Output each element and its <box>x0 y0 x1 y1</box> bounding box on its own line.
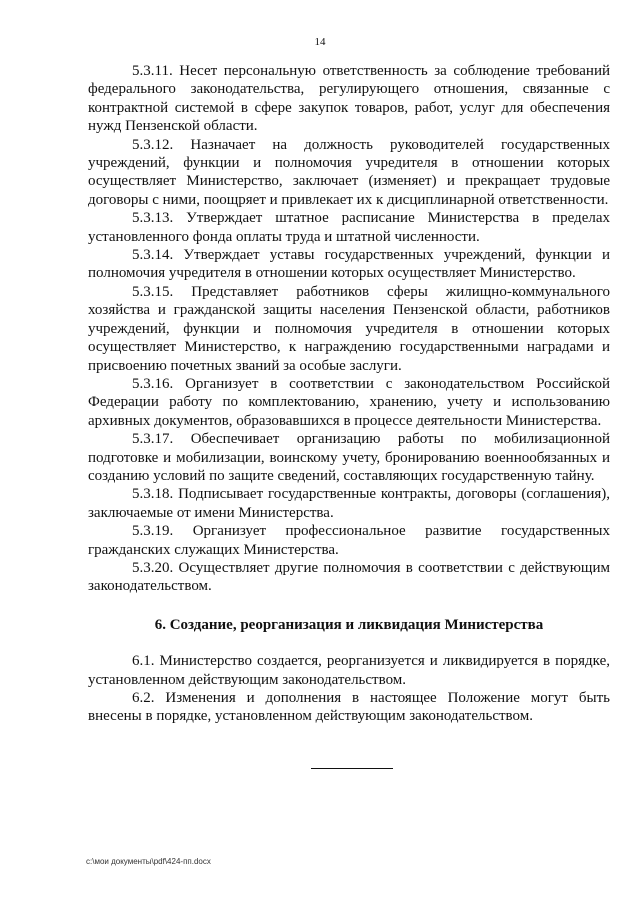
paragraph-5-3-18: 5.3.18. Подписывает государственные контракты, договоры (соглашения), заключаемые от имени Министерства. <box>88 486 610 521</box>
end-separator-line <box>311 768 393 769</box>
footer-file-path: c:\мои документы\pdf\424-пп.docx <box>86 857 211 866</box>
paragraph-5-3-16: 5.3.16. Организует в соответствии с законодательством Российской Федерации работу по комплектованию, хранению, учету и использованию архивных документов, образовавшихся в процессе деятельности Министерства. <box>88 375 610 429</box>
section-6-title: 6. Создание, реорганизация и ликвидация Министерства <box>154 616 544 633</box>
paragraph-5-3-14: 5.3.14. Утверждает уставы государственных учреждений, функции и полномочия учредителя в отношении которых осуществляет Министерство. <box>88 247 610 282</box>
paragraph-5-3-19: 5.3.19. Организует профессиональное развитие государственных гражданских служащих Министерства. <box>88 523 610 558</box>
paragraph-5-3-15: 5.3.15. Представляет работников сферы жилищно-коммунального хозяйства и гражданской защиты населения Пензенской области, работников учреждений, функции и полномочия учредителя в отношении которых осуществляет Министерство, к награждению государственными наградами и присвоению почетных званий за особые заслуги. <box>88 283 610 374</box>
document-body <box>88 62 610 726</box>
paragraph-6-2: 6.2. Изменения и дополнения в настоящее Положение могут быть внесены в порядке, установленном действующим законодательством. <box>88 690 610 725</box>
paragraph-5-3-12: 5.3.12. Назначает на должность руководителей государственных учреждений, функции и полномочия учредителя в отношении которых осуществляет Министерство, заключает (изменяет) и прекращает трудовые договоры с ними, поощряет и привлекает их к дисциплинарной ответственности. <box>88 136 610 208</box>
paragraph-5-3-13: 5.3.13. Утверждает штатное расписание Министерства в пределах установленного фонда оплаты труда и штатной численности. <box>88 210 610 245</box>
paragraph-5-3-20: 5.3.20. Осуществляет другие полномочия в соответствии с действующим законодательством. <box>88 559 610 595</box>
paragraph-6-1: 6.1. Министерство создается, реорганизуется и ликвидируется в порядке, установленном действующим законодательством. <box>88 653 610 688</box>
paragraph-5-3-11: 5.3.11. Несет персональную ответственность за соблюдение требований федерального законодательства, регулирующего отношения, связанные с контрактной системой в сфере закупок товаров, работ, услуг для обеспечения нужд Пензенской области. <box>88 63 610 135</box>
page-number: 14 <box>314 36 326 48</box>
paragraph-5-3-17: 5.3.17. Обеспечивает организацию работы по мобилизационной подготовке и мобилизации, воинскому учету, бронированию военнообязанных и созданию условий по защите сведений, составляющих государственную тайну. <box>88 431 610 484</box>
